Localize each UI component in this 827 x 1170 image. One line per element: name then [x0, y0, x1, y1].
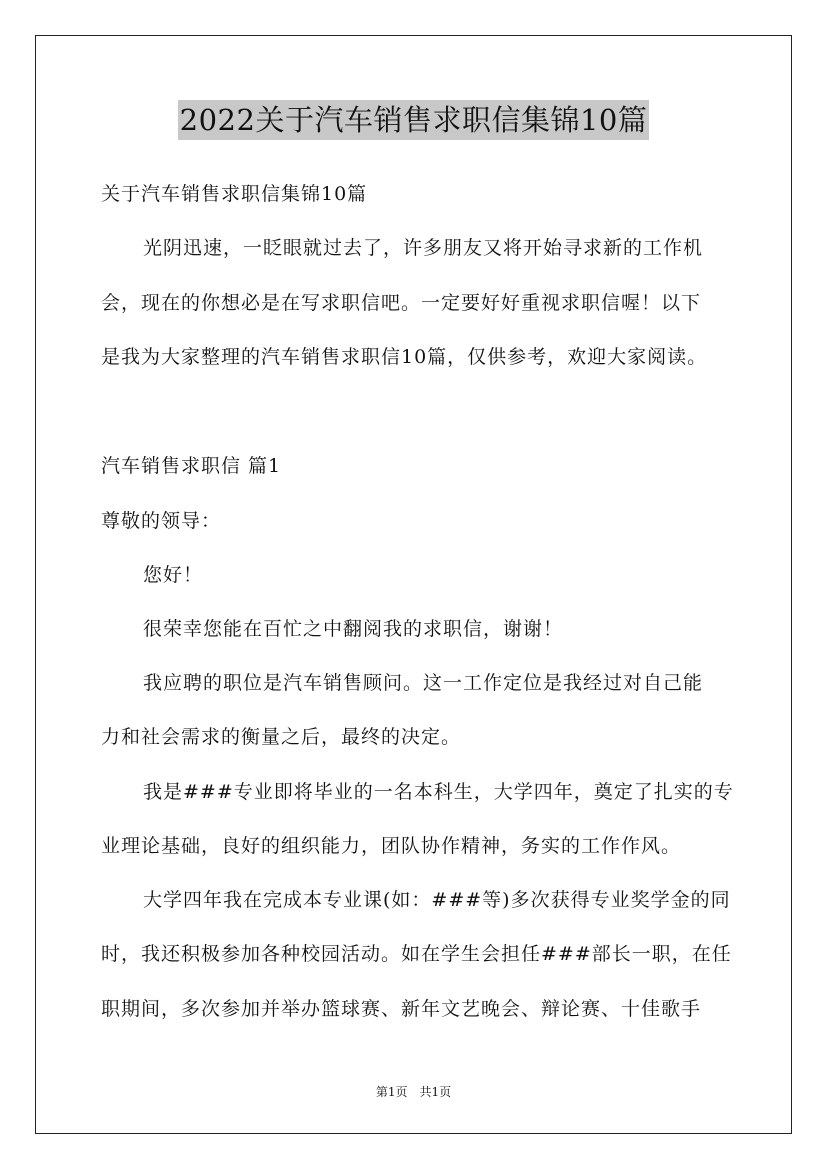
page-footer: 第1页 共1页	[375, 1085, 452, 1099]
intro-line-2: 会，现在的你想必是在写求职信吧。一定要好好重视求职信喔！以下	[101, 292, 702, 314]
para2-line-2: 业理论基础，良好的组织能力，团队协作精神，务实的工作作风。	[101, 835, 682, 857]
title-container	[0, 100, 827, 140]
document-title: 2022关于汽车销售求职信集锦10篇	[178, 100, 650, 140]
intro-line-3: 是我为大家整理的汽车销售求职信10篇，仅供参考，欢迎大家阅读。	[101, 346, 708, 368]
para1-line-1: 我应聘的职位是汽车销售顾问。这一工作定位是我经过对自己能	[143, 672, 704, 694]
para1-line-2: 力和社会需求的衡量之后，最终的决定。	[101, 726, 462, 748]
salutation: 尊敬的领导：	[101, 510, 222, 532]
para3-line-3: 职期间，多次参加并举办篮球赛、新年文艺晚会、辩论赛、十佳歌手	[101, 998, 702, 1020]
section-heading: 汽车销售求职信 篇1	[101, 455, 282, 477]
greeting: 您好！	[143, 564, 204, 586]
para3-line-2: 时，我还积极参加各种校园活动。如在学生会担任###部长一职，在任	[101, 943, 732, 965]
document-subtitle: 关于汽车销售求职信集锦10篇	[101, 183, 368, 205]
thanks-line: 很荣幸您能在百忙之中翻阅我的求职信，谢谢！	[143, 618, 564, 640]
para2-line-1: 我是###专业即将毕业的一名本科生，大学四年，奠定了扎实的专	[143, 781, 734, 803]
para3-line-1: 大学四年我在完成本专业课(如：###等)多次获得专业奖学金的同	[143, 889, 731, 911]
intro-line-1: 光阴迅速，一眨眼就过去了，许多朋友又将开始寻求新的工作机	[143, 237, 704, 259]
